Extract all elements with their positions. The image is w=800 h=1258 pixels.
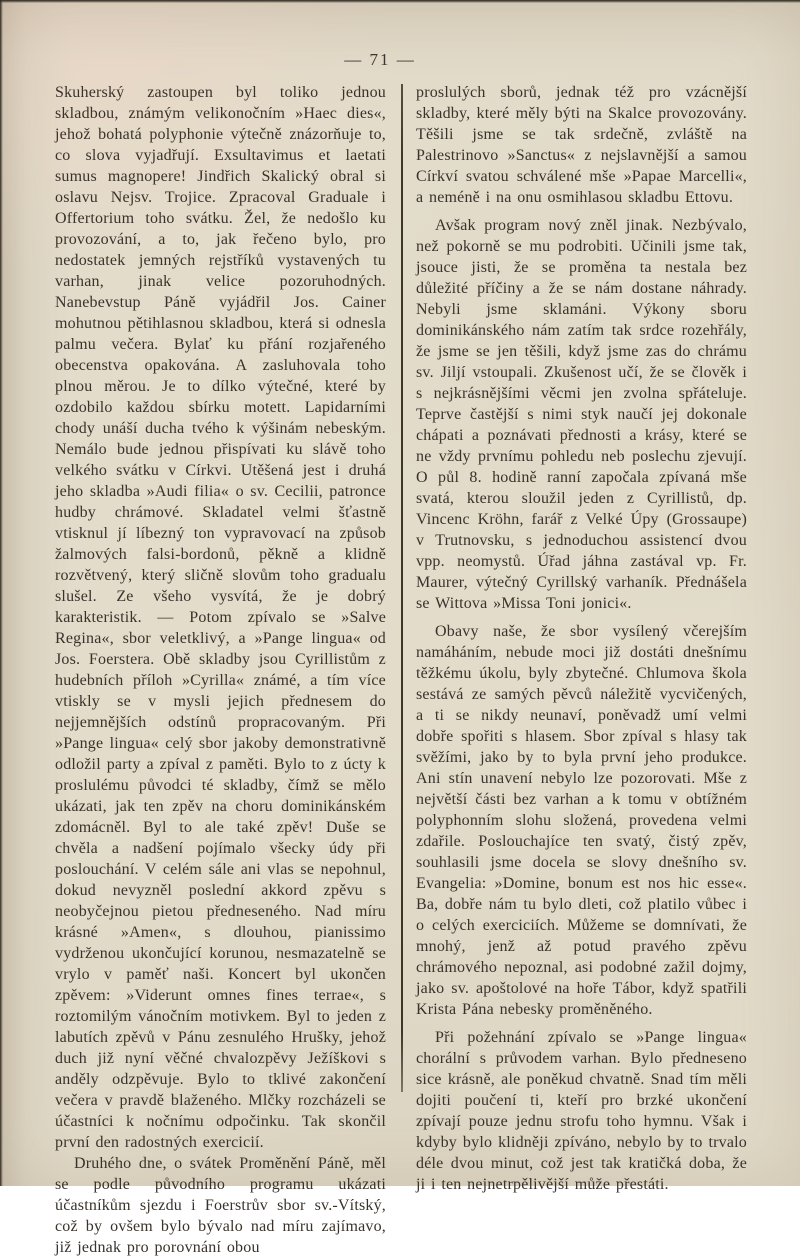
text-columns [55, 82, 747, 1258]
paragraph: Skuherský zastoupen byl toliko jednou skladbou, známým velikonočním »Haec dies«, jehož bohatá polyphonie výtečně znázorňuje to, co slova vyjadřují. Exsultavimus et laetati sumus magnopere! Jindřich Skalický obral si oslavu Nejsv. Trojice. Zpracoval Graduale i Offertorium toho svátku. Žel, že nedošlo ku provozování, a to, jak řečeno bylo, pro nedostatek jemných rejstříků vystavených tu varhan, jinak velice pozoruhodných. Nanebevstup Páně vyjádřil Jos. Cainer mohutnou pětihlasnou skladbou, která si odnesla palmu večera. Bylať ku přání rozjařeného obecenstva opakována. A zasluhovala toho plnou měrou. Je to dílko výtečné, které by ozdobilo každou sbírku motett. Lapidarními chody unáší ducha tvého k výšinám nebeským. Nemálo bude jednou přispívati ku slávě toho velkého svátku v Církvi. Utěšená jest i druhá jeho skladba »Audi filia« o sv. Cecilii, patronce hudby chrámové. Skladatel velmi šťastně vtisknul jí líbezný ton vypravovací na způsob žalmových falsi-bordonů, pěkně a klidně rozvětvený, který sličně slovům toho gradualu slušel. Ze všeho vysvítá, že je dobrý karakteristik. — Potom zpívalo se »Salve Regina«, sbor veletklivý, a »Pange lingua« od Jos. Foerstera. Obě skladby jsou Cyrillistům z hudebních příloh »Cyrilla« známé, a tím více vtiskly se v mysli jejich přednesem do nejjemnějších odstínů propracovaným. Při »Pange lingua« celý sbor jakoby demonstrativně odložil party a zpíval z paměti. Bylo to z úcty k proslulému původci té skladby, čímž se mělo ukázati, jak ten zpěv na choru dominikánském zdomácněl. Byl to ale také zpěv! Duše se chvěla a nadšení pojímalo všecky údy při poslouchání. V celém sále ani vlas se nepohnul, dokud nevyzněl poslední akkord zpěvu s neobyčejnou pietou předneseného. Nad míru krásné »Amen«, s dlouhou, pianissimo vydrženou ukončující korunou, nesmazatelně se vrylo v paměť naši. Koncert byl ukončen zpěvem: »Viderunt omnes fines terrae«, s roztomilým vánočním motivkem. Byl to jeden z labutích zpěvů v Pánu zesnulého Hrušky, jehož duch již nyní věčné chvalozpěvy Ježíškovi s anděly odzpěvuje. Bylo to tklivé zakončení večera v pravdě blaženého. Mlčky rozcházeli se účastníci k nočnímu odpočinku. Tak skončil první den radostných exercicií. [55, 84, 386, 1151]
column-divider-rule [401, 84, 403, 1092]
right-column [416, 82, 747, 1195]
paragraph: Obavy naše, že sbor vysílený včerejším namáháním, nebude moci již dostáti dnešnímu těžkému úkolu, byly zbytečné. Chlumova škola sestává ze samých pěvců náležitě vycvičených, a ti se nikdy neunaví, poněvadž umí velmi dobře spořiti s hlasem. Sbor zpíval s hlasy tak svěžími, jako by to byla první jeho produkce. Ani stín unavení nebylo lze pozorovati. Mše z největší části bez varhan a k tomu v obtížném polyphonním slohu složená, provedena velmi zdařile. Poslouchajíce ten svatý, čistý zpěv, souhlasili jsme docela se slovy dnešního sv. Evangelia: »Domine, bonum est nos hic esse«. Ba, dobře nám tu bylo dleti, což platilo vůbec i o celých exerciciích. Můžeme se domnívati, že mnohý, jenž až potud pravého zpěvu chrámového nepoznal, asi podobné zažil dojmy, jako sv. apoštolové na hoře Tábor, když spatřili Krista Pána nebesky proměněného. [416, 623, 747, 1018]
left-column [55, 82, 386, 1258]
paragraph: Druhého dne, o svátek Proměnění Páně, měl se podle původního programu ukázati účastníkům sjezdu i Foerstrův sbor sv.-Vítský, což by ovšem bylo bývalo nad míru zajímavo, již jednak pro porovnání obou [55, 1155, 386, 1256]
paragraph: Při požehnání zpívalo se »Pange lingua« chorální s průvodem varhan. Bylo předneseno sice krásně, ale poněkud chvatně. Snad tím měli dojiti poučení ti, kteří pro brzké ukončení zpívají pouze jednu strofu toho hymnu. Však i kdyby bylo klidněji zpíváno, nebylo by to trvalo déle dvou minut, což jest tak kratičká doba, že ji i ten nejnetrpělivější může přestáti. [416, 1029, 747, 1193]
page-number: — 71 — [344, 50, 416, 69]
paragraph: Avšak program nový zněl jinak. Nezbývalo, než pokorně se mu podrobiti. Učinili jsme tak, jsouce jisti, že se proměna ta nestala bez důležité příčiny a že se nám dostane náhrady. Nebyli jsme sklamáni. Výkony sboru dominikánského nám zatím tak srdce rozehřály, že jsme se jen těšili, když jsme zas do chrámu sv. Jiljí vstoupali. Zkušenost učí, že se člověk i s nejkrásnějšími věcmi jen zvolna spřáteluje. Teprve častější s nimi styk naučí jej dokonale chápati a poznávati přednosti a krásy, které se ne vždy prvnímu pohledu neb poslechu zjevují. O půl 8. hodině ranní započala zpívaná mše svatá, kterou sloužil jeden z Cyrillistů, dp. Vincenc Kröhn, farář z Velké Úpy (Grossaupe) v Trutnovsku, s jednoduchou assistencí dvou vpp. neomystů. Úřad jáhna zastával vp. Fr. Maurer, výtečný Cyrillský varhaník. Přednášela se Wittova »Missa Toni jonici«. [416, 217, 747, 612]
paragraph: proslulých sborů, jednak též pro vzácnější skladby, které měly býti na Skalce provozovány. Těšili jsme se tak srdečně, zvláště na Palestrinovo »Sanctus« z nejslavnější a samou Církví svatou schválené mše »Papae Marcelli«, a neméně i na onu osmihlasou skladbu Ettovu. [416, 84, 747, 206]
